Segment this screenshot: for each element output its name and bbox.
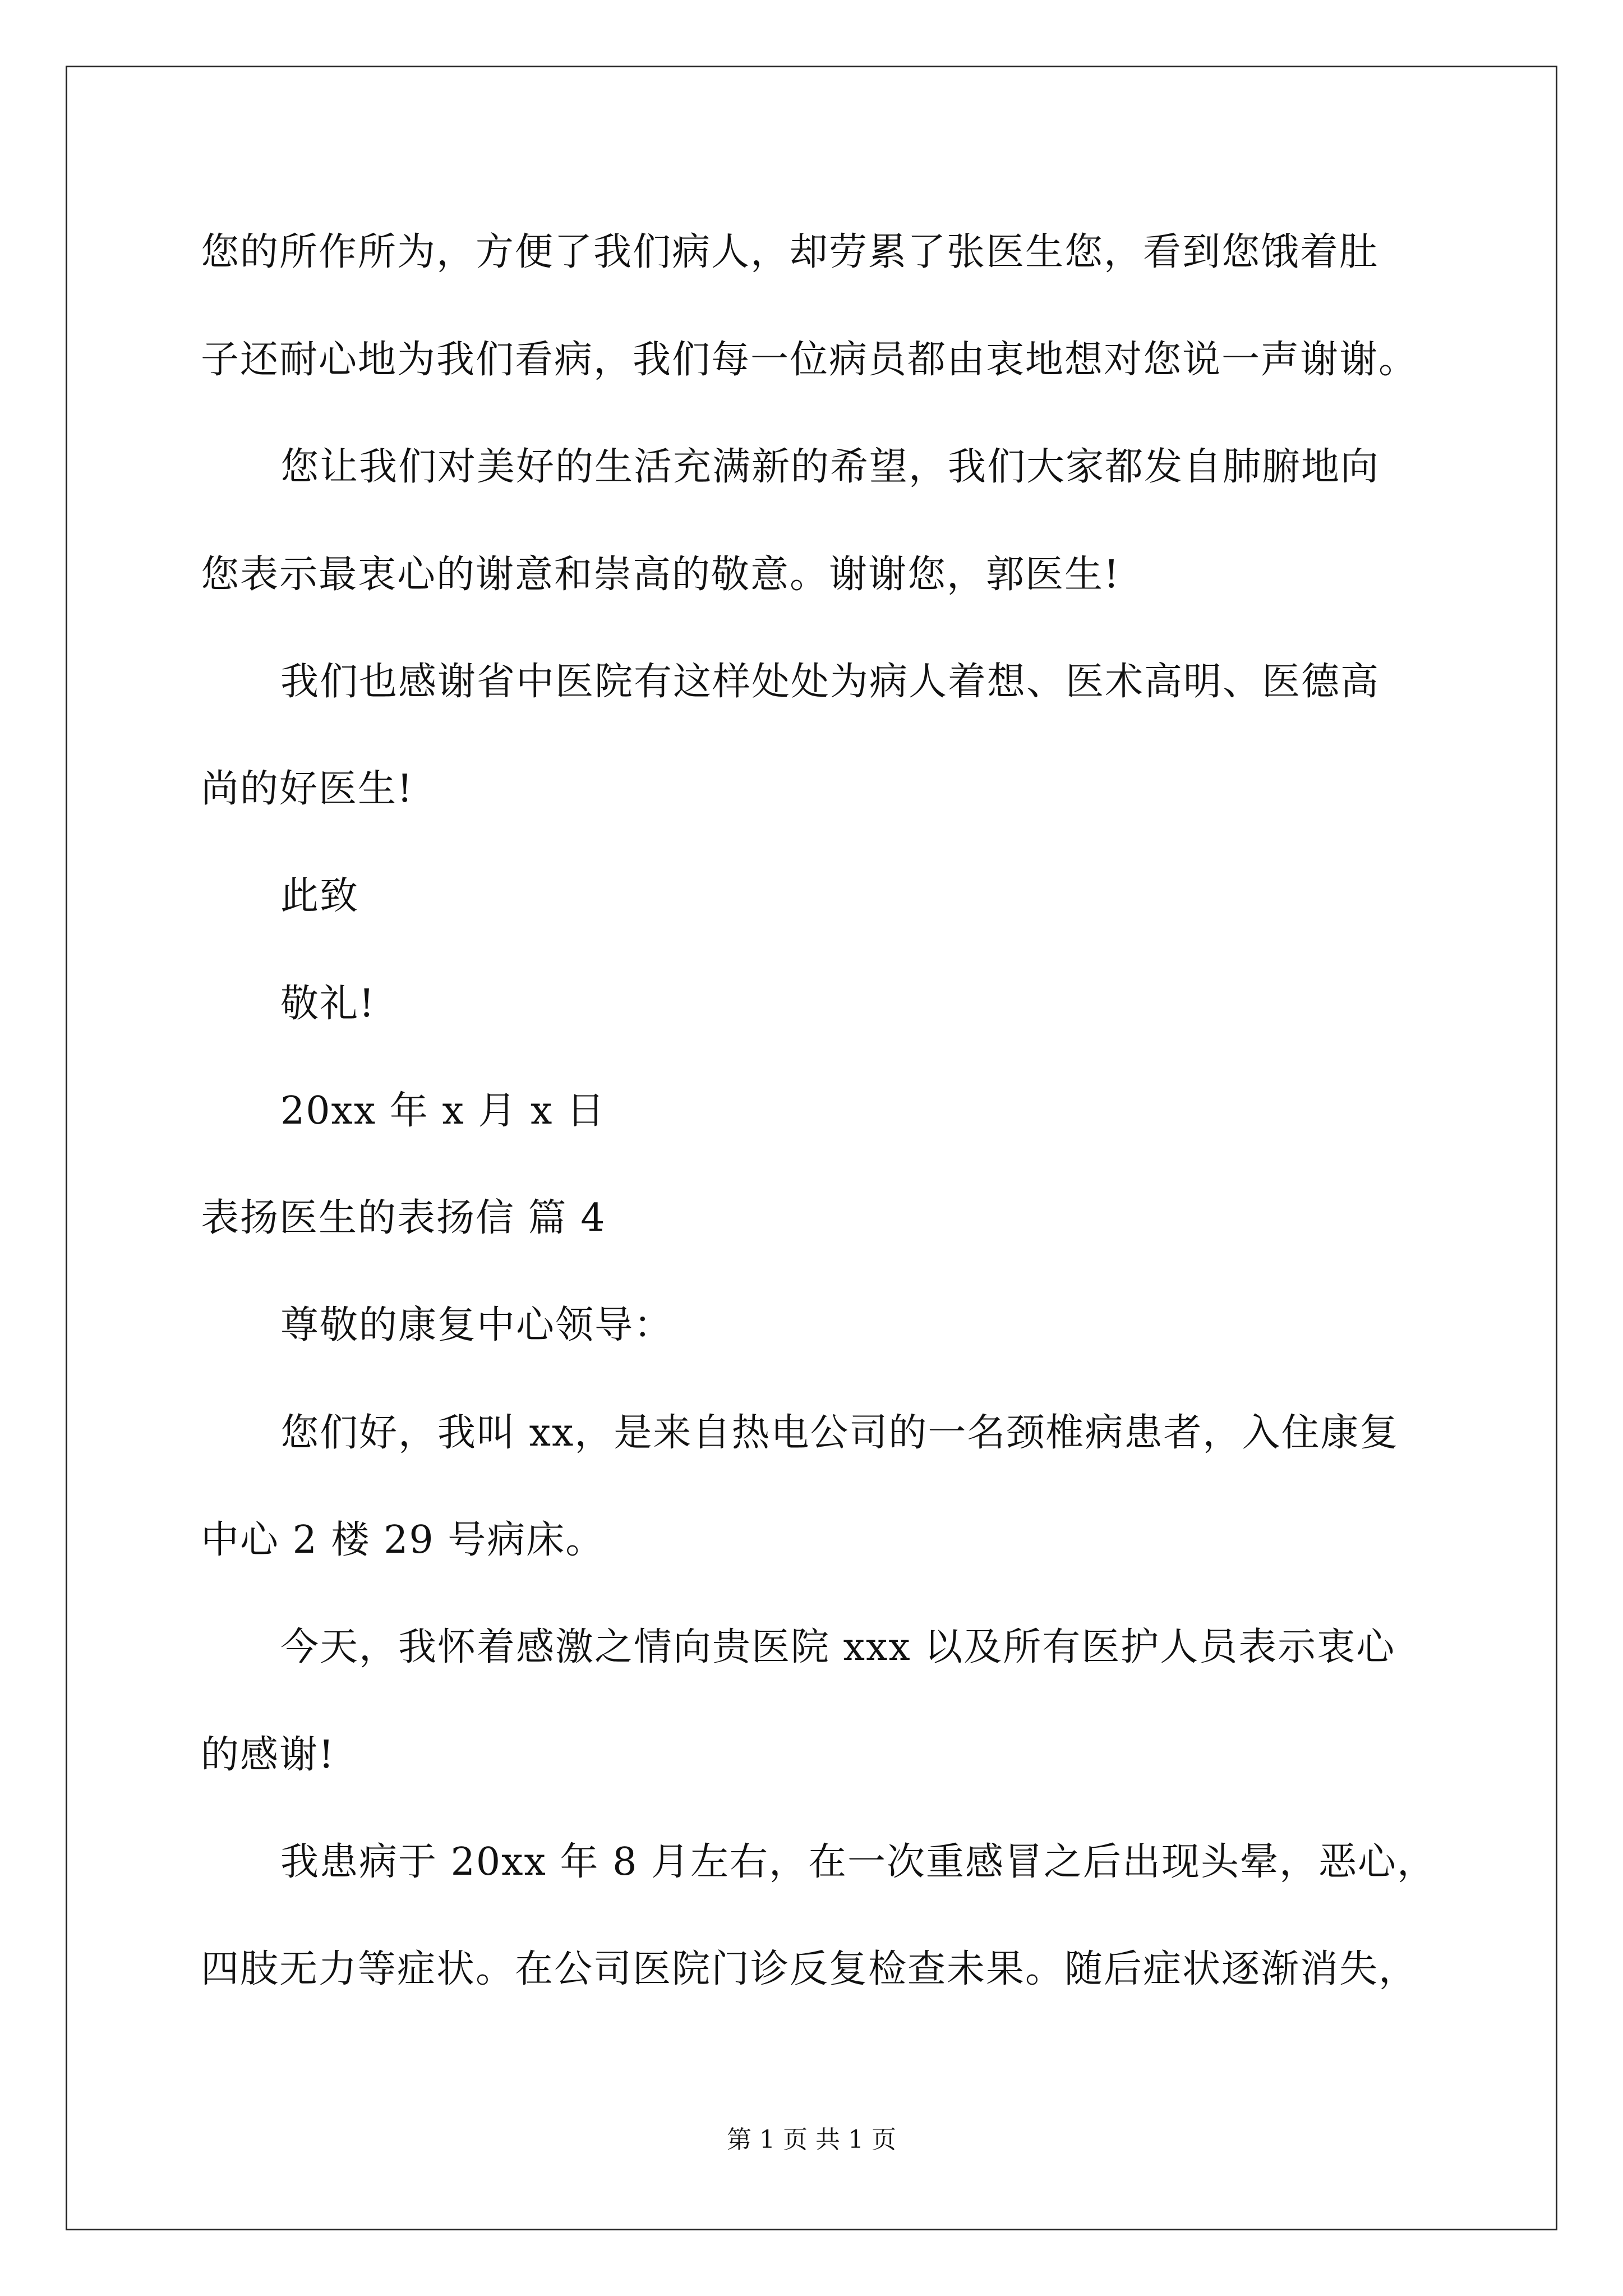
body-text-line: 您的所作所为，方便了我们病人，却劳累了张医生您，看到您饿着肚 <box>201 230 1379 274</box>
paragraph-start-line: 您们好，我叫 xx，是来自热电公司的一名颈椎病患者，入住康复 <box>280 1411 1399 1455</box>
body-text-line: 您表示最衷心的谢意和崇高的敬意。谢谢您，郭医生! <box>201 553 1121 597</box>
body-text-line: 四肢无力等症状。在公司医院门诊反复检查未果。随后症状逐渐消失， <box>201 1947 1418 1991</box>
closing-salutation: 此致 <box>280 874 359 918</box>
paragraph-start-line: 我们也感谢省中医院有这样处处为病人着想、医术高明、医德高 <box>280 660 1380 704</box>
page-number-footer: 第 1 页 共 1 页 <box>727 2125 896 2154</box>
page-border <box>66 66 1557 2230</box>
letter-greeting: 尊敬的康复中心领导： <box>280 1303 674 1347</box>
paragraph-start-line: 今天，我怀着感激之情向贵医院 xxx 以及所有医护人员表示衷心 <box>280 1625 1396 1669</box>
body-text-line: 中心 2 楼 29 号病床。 <box>201 1518 605 1562</box>
section-heading: 表扬医生的表扬信 篇 4 <box>201 1196 606 1240</box>
paragraph-start-line: 我患病于 20xx 年 8 月左右，在一次重感冒之后出现头晕，恶心， <box>280 1840 1436 1884</box>
body-text-line: 尚的好医生! <box>201 767 414 811</box>
paragraph-start-line: 您让我们对美好的生活充满新的希望，我们大家都发自肺腑地向 <box>280 445 1380 489</box>
letter-date: 20xx 年 x 月 x 日 <box>280 1089 606 1133</box>
body-text-line: 的感谢! <box>201 1733 335 1777</box>
body-text-line: 子还耐心地为我们看病，我们每一位病员都由衷地想对您说一声谢谢。 <box>201 338 1418 382</box>
closing-regards: 敬礼! <box>280 982 376 1026</box>
